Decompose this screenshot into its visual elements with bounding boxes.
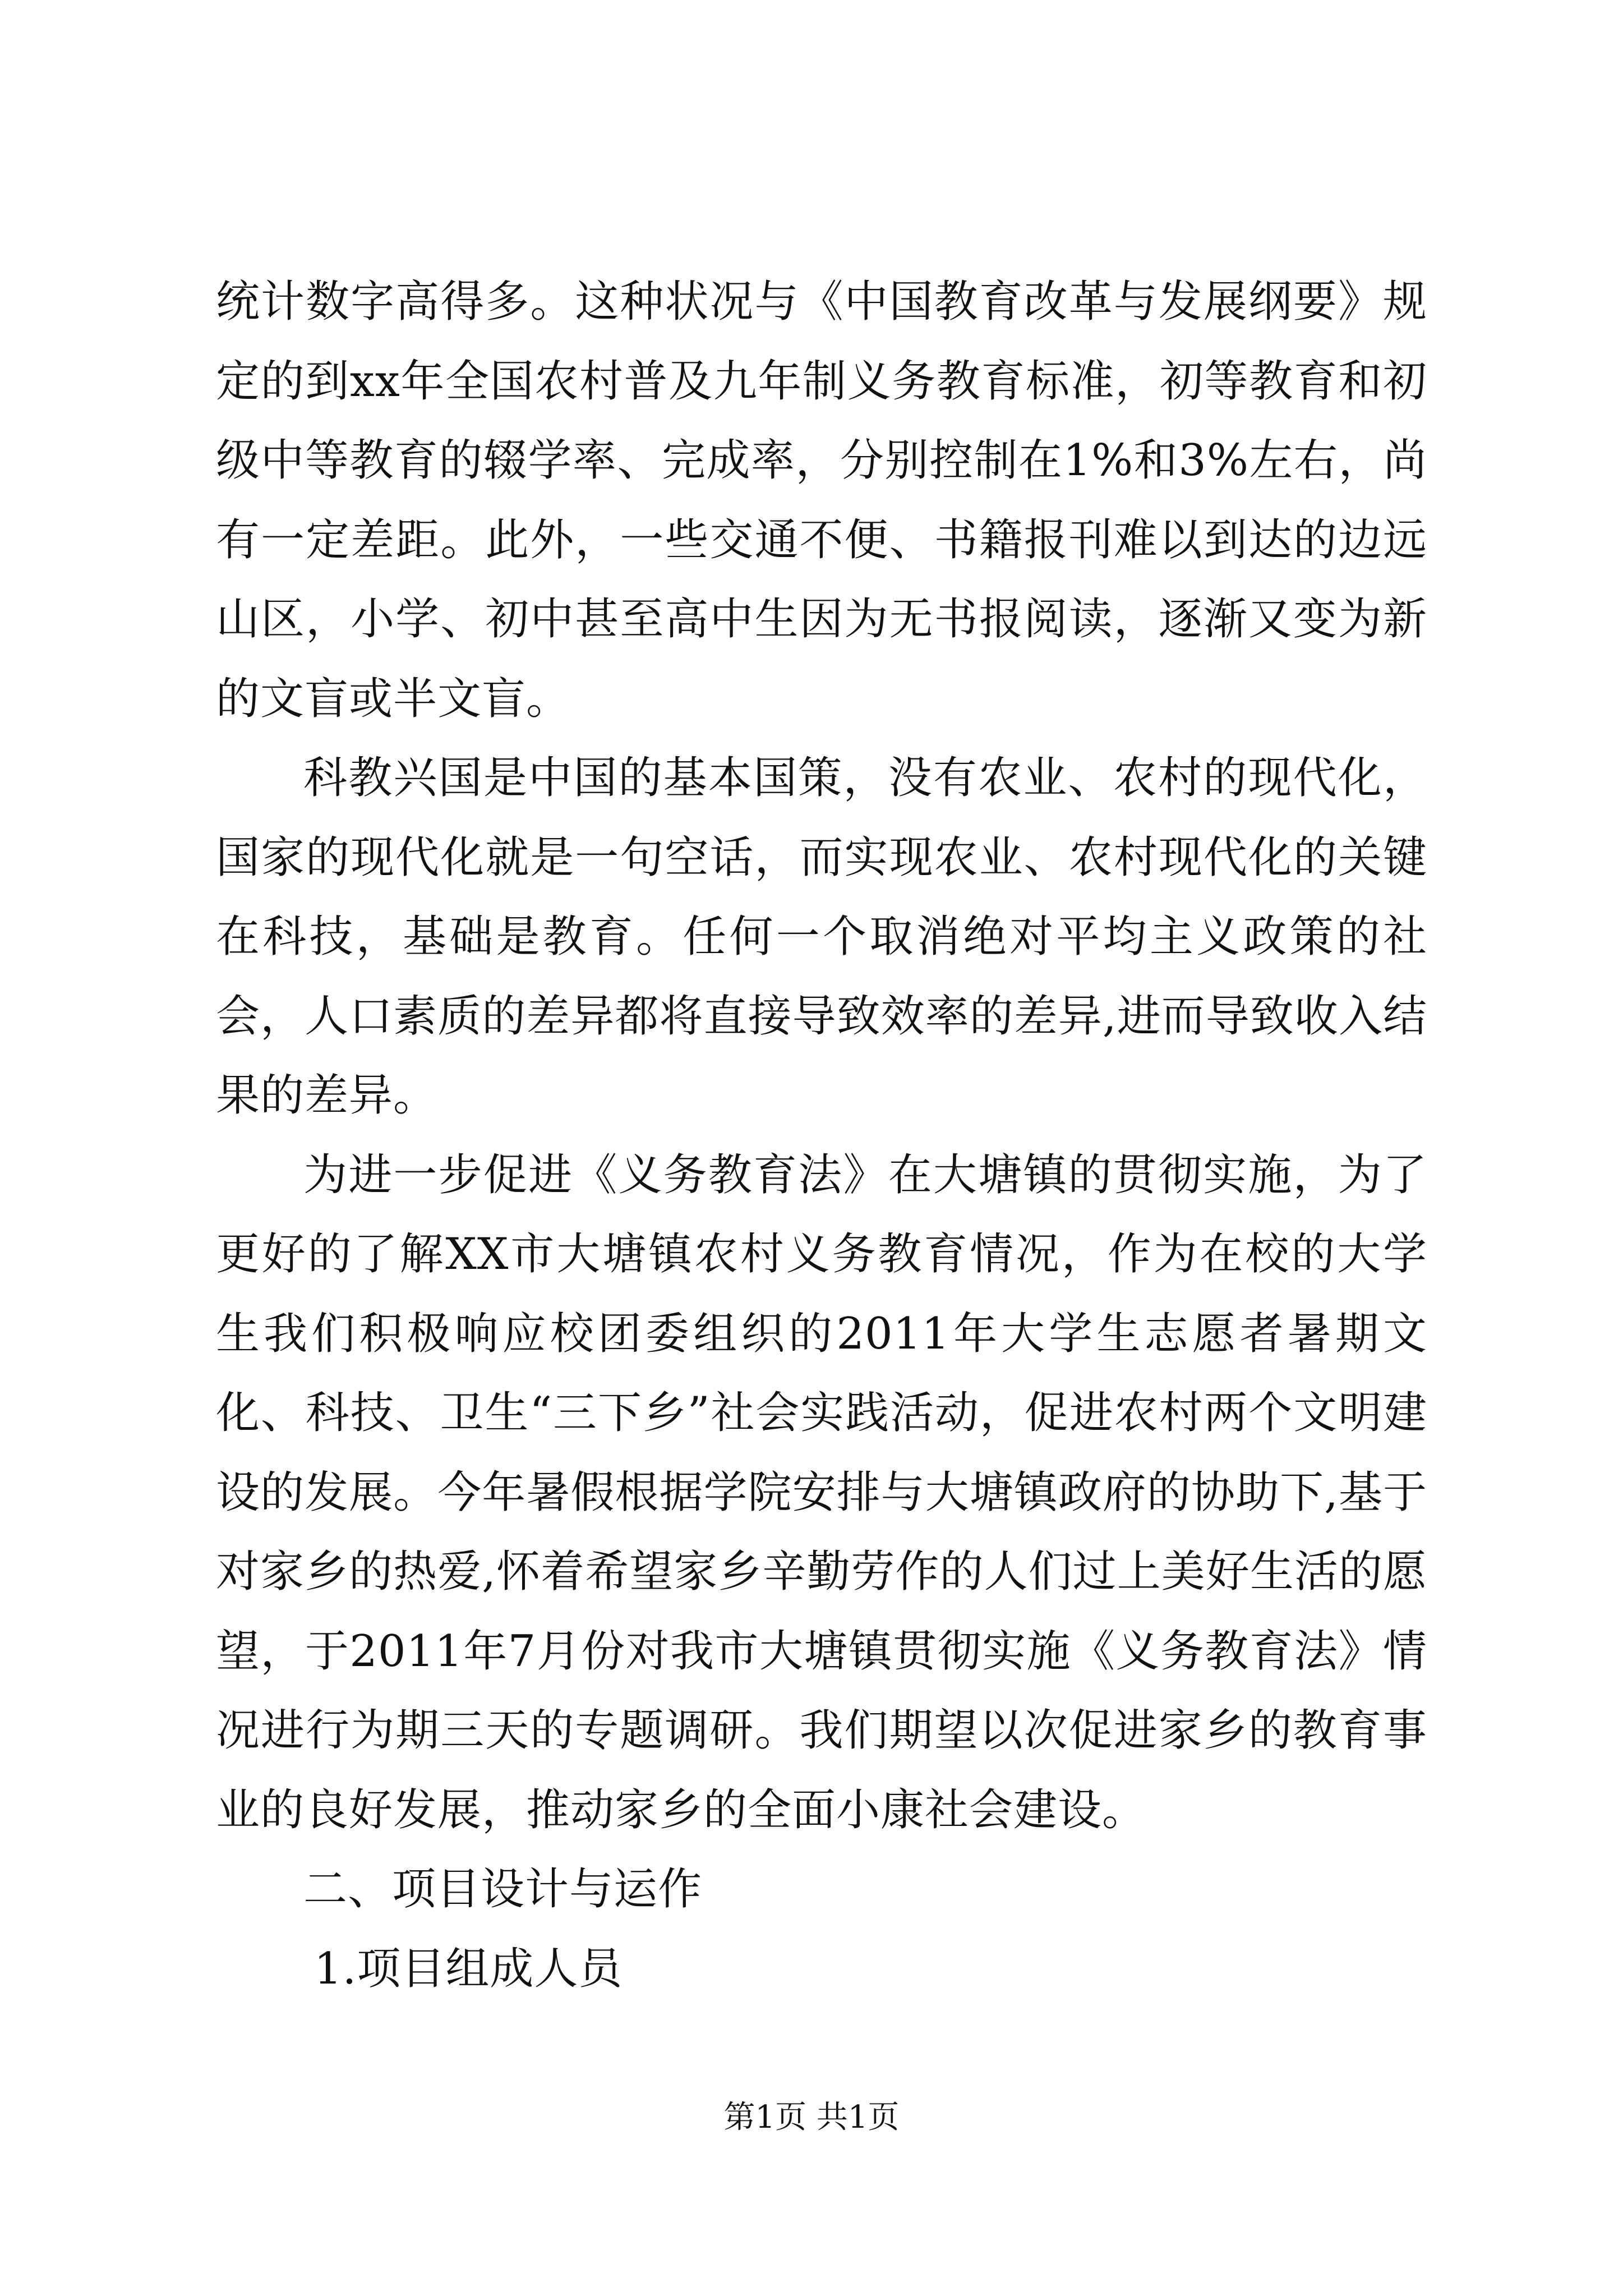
- section-heading: 二、项目设计与运作: [303, 1864, 703, 1915]
- paragraph-continuation: 统计数字高得多。这种状况与《中国教育改革与发展纲要》规定的到xx年全国农村普及九年制义务教育标准，初等教育和初级中等教育的辍学率、完成率，分别控制在1%和3%左右，尚有一定差距。此外，一些交通不便、书籍报刊难以到达的边远山区，小学、初中甚至高中生因为无书报阅读，逐渐又变为新的文盲或半文盲。: [216, 277, 1427, 724]
- document-body: [216, 263, 1427, 2009]
- subsection-heading: 1.项目组成人员: [314, 1943, 623, 1994]
- page-footer: 第1页 共1页: [723, 2099, 900, 2136]
- paragraph-science-education: 科教兴国是中国的基本国策，没有农业、农村的现代化，国家的现代化就是一句空话，而实现农业、农村现代化的关键在科技，基础是教育。任何一个取消绝对平均主义政策的社会，人口素质的差异都将直接导致效率的差异,进而导致收入结果的差异。: [216, 753, 1427, 1121]
- paragraph-project-background: 为进一步促进《义务教育法》在大塘镇的贯彻实施，为了更好的了解XX市大塘镇农村义务教育情况，作为在校的大学生我们积极响应校团委组织的2011年大学生志愿者暑期文化、科技、卫生“三下乡”社会实践活动，促进农村两个文明建设的发展。今年暑假根据学院安排与大塘镇政府的协助下,基于对家乡的热爱,怀着希望家乡辛勤劳作的人们过上美好生活的愿望，于2011年7月份对我市大塘镇贯彻实施《义务教育法》情况进行为期三天的专题调研。我们期望以次促进家乡的教育事业的良好发展，推动家乡的全面小康社会建设。: [216, 1149, 1427, 1835]
